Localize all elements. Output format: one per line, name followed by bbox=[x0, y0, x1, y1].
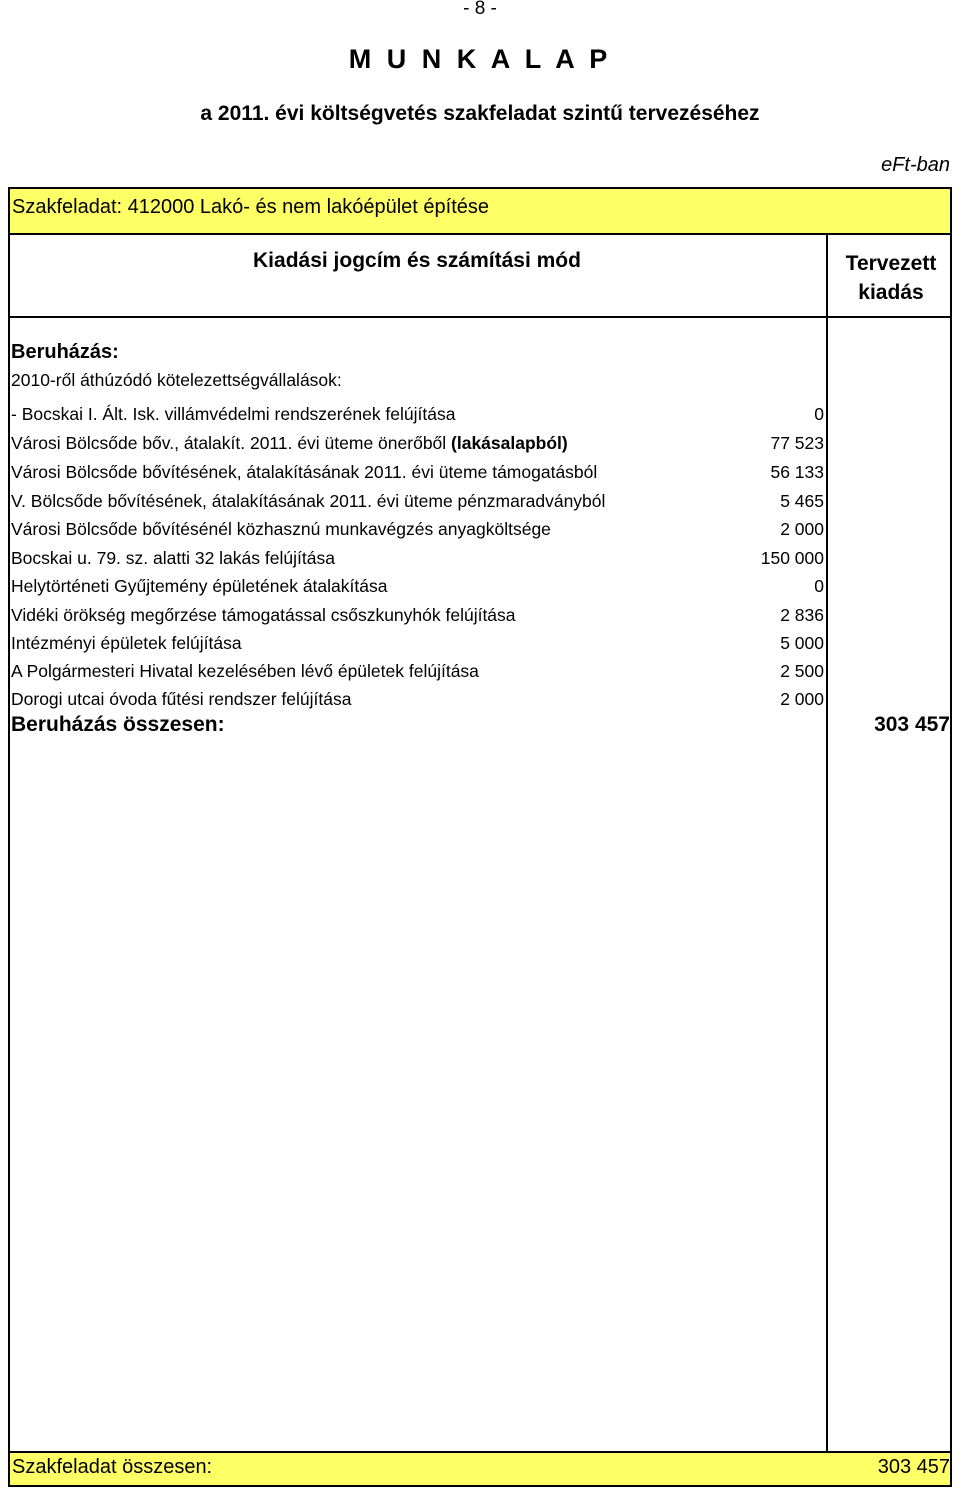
page-number: - 8 - bbox=[463, 0, 497, 19]
item-amount: 77 523 bbox=[770, 433, 824, 453]
column-header-description: Kiadási jogcím és számítási mód bbox=[253, 249, 581, 272]
item-description-text: Városi Bölcsőde bőv., átalakít. 2011. évi üteme önerőből bbox=[11, 433, 452, 453]
section-title: Beruházás: bbox=[11, 341, 119, 363]
column-header-amount: Tervezett kiadás bbox=[845, 252, 937, 304]
document-subtitle: a 2011. évi költségvetés szakfeladat szintű tervezéséhez bbox=[200, 102, 760, 125]
header-divider bbox=[8, 316, 952, 318]
item-description: Helytörténeti Gyűjtemény épületének átalakítása bbox=[11, 576, 388, 596]
item-amount: 2 000 bbox=[780, 519, 824, 539]
item-description-emphasis: (lakásalapból) bbox=[451, 433, 568, 453]
szakfeladat-label: Szakfeladat: 412000 Lakó- és nem lakóépület építése bbox=[12, 196, 489, 218]
item-amount: 0 bbox=[814, 576, 824, 596]
item-description: A Polgármesteri Hivatal kezelésében lévő épületek felújítása bbox=[11, 661, 479, 681]
item-description: - Bocskai I. Ált. Isk. villámvédelmi rendszerének felújítása bbox=[11, 404, 456, 424]
item-description: Vidéki örökség megőrzése támogatással csőszkunyhók felújítása bbox=[11, 605, 516, 625]
column-divider bbox=[826, 233, 828, 1453]
document-title: M U N K A L A P bbox=[348, 44, 612, 74]
section-total-label: Beruházás összesen: bbox=[11, 713, 225, 736]
item-description: Városi Bölcsőde bővítésének, átalakításának 2011. évi üteme támogatásból bbox=[11, 462, 598, 482]
item-description: Intézményi épületek felújítása bbox=[11, 633, 242, 653]
item-amount: 2 836 bbox=[780, 605, 824, 625]
item-description: Bocskai u. 79. sz. alatti 32 lakás felújítása bbox=[11, 548, 335, 568]
szakfeladat-total-label: Szakfeladat összesen: bbox=[12, 1456, 213, 1478]
section-total-amount: 303 457 bbox=[874, 713, 950, 736]
item-description: Dorogi utcai óvoda fűtési rendszer felújítása bbox=[11, 689, 352, 709]
item-description: Városi Bölcsőde bővítésénél közhasznú munkavégzés anyagköltsége bbox=[11, 519, 551, 539]
item-amount: 56 133 bbox=[770, 462, 824, 482]
item-amount: 5 465 bbox=[780, 491, 824, 511]
item-amount: 150 000 bbox=[760, 548, 824, 568]
item-description bbox=[11, 433, 568, 454]
carryover-label: 2010-ről áthúzódó kötelezettségvállalások: bbox=[11, 370, 342, 390]
item-amount: 2 500 bbox=[780, 661, 824, 681]
szakfeladat-total-amount: 303 457 bbox=[877, 1456, 950, 1478]
item-amount: 0 bbox=[814, 404, 824, 424]
item-amount: 5 000 bbox=[780, 633, 824, 653]
item-description: V. Bölcsőde bővítésének, átalakításának 2011. évi üteme pénzmaradványból bbox=[11, 491, 606, 511]
item-amount: 2 000 bbox=[780, 689, 824, 709]
unit-label: eFt-ban bbox=[881, 154, 950, 176]
